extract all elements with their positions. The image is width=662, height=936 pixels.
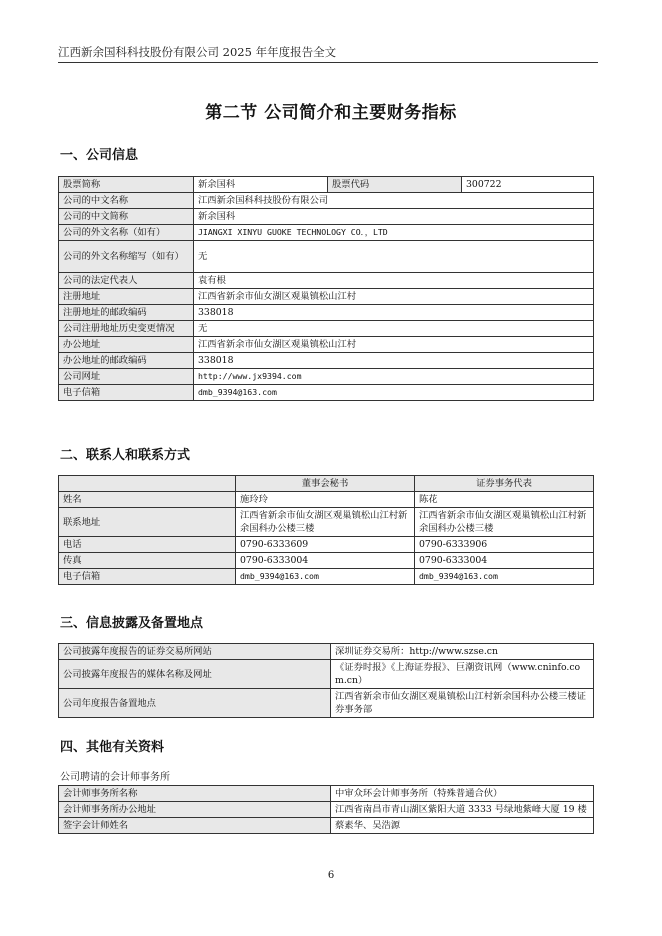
secretary-value: 0790-6333004	[236, 553, 415, 569]
auditor-table	[58, 785, 594, 834]
row-value: 江西省新余市仙女湖区观巢镇松山江村	[194, 337, 594, 353]
row-label: 联系地址	[59, 508, 236, 537]
table-row	[59, 305, 594, 321]
row-label: 公司年度报告备置地点	[59, 689, 331, 718]
row-value: 袁有根	[194, 273, 594, 289]
row-value: 江西省南昌市青山湖区紫阳大道 3333 号绿地紫峰大厦 19 楼	[331, 802, 594, 818]
row-label: 公司的外文名称（如有）	[59, 225, 194, 241]
stock-row	[59, 177, 594, 193]
col-securities-rep: 证券事务代表	[415, 476, 594, 492]
email-value: dmb_9394@163.com	[194, 385, 594, 401]
row-label: 签字会计师姓名	[59, 818, 331, 834]
section-4-heading: 四、其他有关资料	[60, 740, 165, 755]
section-3-heading: 三、信息披露及备置地点	[60, 616, 204, 631]
row-label: 公司披露年度报告的媒体名称及网址	[59, 660, 331, 689]
table-row	[59, 818, 594, 834]
row-label: 公司网址	[59, 369, 194, 385]
row-value: 无	[194, 241, 594, 273]
table-row	[59, 786, 594, 802]
row-label: 办公地址的邮政编码	[59, 353, 194, 369]
secretary-value: 江西省新余市仙女湖区观巢镇松山江村新余国科办公楼三楼	[236, 508, 415, 537]
secretary-value: dmb_9394@163.com	[236, 569, 415, 585]
website-link: http://www.jx9394.com	[194, 369, 594, 385]
row-value: 无	[194, 321, 594, 337]
row-value: 江西省新余市仙女湖区观巢镇松山江村新余国科办公楼三楼证券事务部	[331, 689, 594, 718]
table-row	[59, 337, 594, 353]
section-2-heading: 二、联系人和联系方式	[60, 448, 191, 463]
row-value: 蔡素华、吴浩源	[331, 818, 594, 834]
table-row	[59, 569, 594, 585]
table-row	[59, 353, 594, 369]
section-title: 第二节 公司简介和主要财务指标	[205, 103, 457, 123]
table-row	[59, 273, 594, 289]
table-row	[59, 225, 594, 241]
secretary-value: 施玲玲	[236, 492, 415, 508]
row-label: 电子信箱	[59, 385, 194, 401]
table-row	[59, 660, 594, 689]
rep-value: 0790-6333906	[415, 537, 594, 553]
row-label: 公司的中文名称	[59, 193, 194, 209]
row-label: 公司的外文名称缩写（如有）	[59, 241, 194, 273]
row-label: 公司注册地址历史变更情况	[59, 321, 194, 337]
table-row	[59, 193, 594, 209]
header-rule	[58, 62, 598, 63]
table-row	[59, 689, 594, 718]
stock-abbr-label: 股票简称	[59, 177, 194, 193]
table-row	[59, 508, 594, 537]
running-header: 江西新余国科科技股份有限公司 2025 年年度报告全文	[58, 45, 337, 59]
rep-value: 陈花	[415, 492, 594, 508]
auditor-note: 公司聘请的会计师事务所	[60, 772, 170, 783]
row-label: 注册地址	[59, 289, 194, 305]
row-label: 电子信箱	[59, 569, 236, 585]
table-row	[59, 385, 594, 401]
table-row	[59, 537, 594, 553]
row-label: 注册地址的邮政编码	[59, 305, 194, 321]
table-row	[59, 553, 594, 569]
rep-value: 0790-6333004	[415, 553, 594, 569]
contacts-table	[58, 475, 594, 585]
row-value: 新余国科	[194, 209, 594, 225]
stock-code-value: 300722	[462, 177, 594, 193]
table-row	[59, 802, 594, 818]
row-value: 江西新余国科科技股份有限公司	[194, 193, 594, 209]
row-label: 会计师事务所名称	[59, 786, 331, 802]
table-row	[59, 644, 594, 660]
table-row	[59, 241, 594, 273]
row-value: 深圳证券交易所：http://www.szse.cn	[331, 644, 594, 660]
row-label: 传真	[59, 553, 236, 569]
row-label: 电话	[59, 537, 236, 553]
table-row	[59, 369, 594, 385]
row-label: 公司披露年度报告的证券交易所网站	[59, 644, 331, 660]
row-value: 338018	[194, 305, 594, 321]
table-row	[59, 209, 594, 225]
rep-value: 江西省新余市仙女湖区观巢镇松山江村新余国科办公楼三楼	[415, 508, 594, 537]
blank-header-cell	[59, 476, 236, 492]
row-label: 公司的法定代表人	[59, 273, 194, 289]
section-1-heading: 一、公司信息	[60, 148, 139, 163]
table-row	[59, 289, 594, 305]
rep-value: dmb_9394@163.com	[415, 569, 594, 585]
page-number: 6	[327, 870, 335, 881]
row-value: 中审众环会计师事务所（特殊普通合伙）	[331, 786, 594, 802]
table-row	[59, 492, 594, 508]
secretary-value: 0790-6333609	[236, 537, 415, 553]
row-value: 江西省新余市仙女湖区观巢镇松山江村	[194, 289, 594, 305]
row-label: 姓名	[59, 492, 236, 508]
table-row	[59, 321, 594, 337]
row-label: 会计师事务所办公地址	[59, 802, 331, 818]
row-value: 338018	[194, 353, 594, 369]
stock-abbr-value: 新余国科	[194, 177, 328, 193]
row-label: 办公地址	[59, 337, 194, 353]
company-info-table	[58, 176, 594, 401]
row-value: JIANGXI XINYU GUOKE TECHNOLOGY CO．，LTD	[194, 225, 594, 241]
row-value: 《证券时报》《上海证券报》、巨潮资讯网（www.cninfo.com.cn）	[331, 660, 594, 689]
col-board-secretary: 董事会秘书	[236, 476, 415, 492]
contacts-header-row	[59, 476, 594, 492]
disclosure-table	[58, 643, 594, 718]
row-label: 公司的中文简称	[59, 209, 194, 225]
stock-code-label: 股票代码	[328, 177, 462, 193]
